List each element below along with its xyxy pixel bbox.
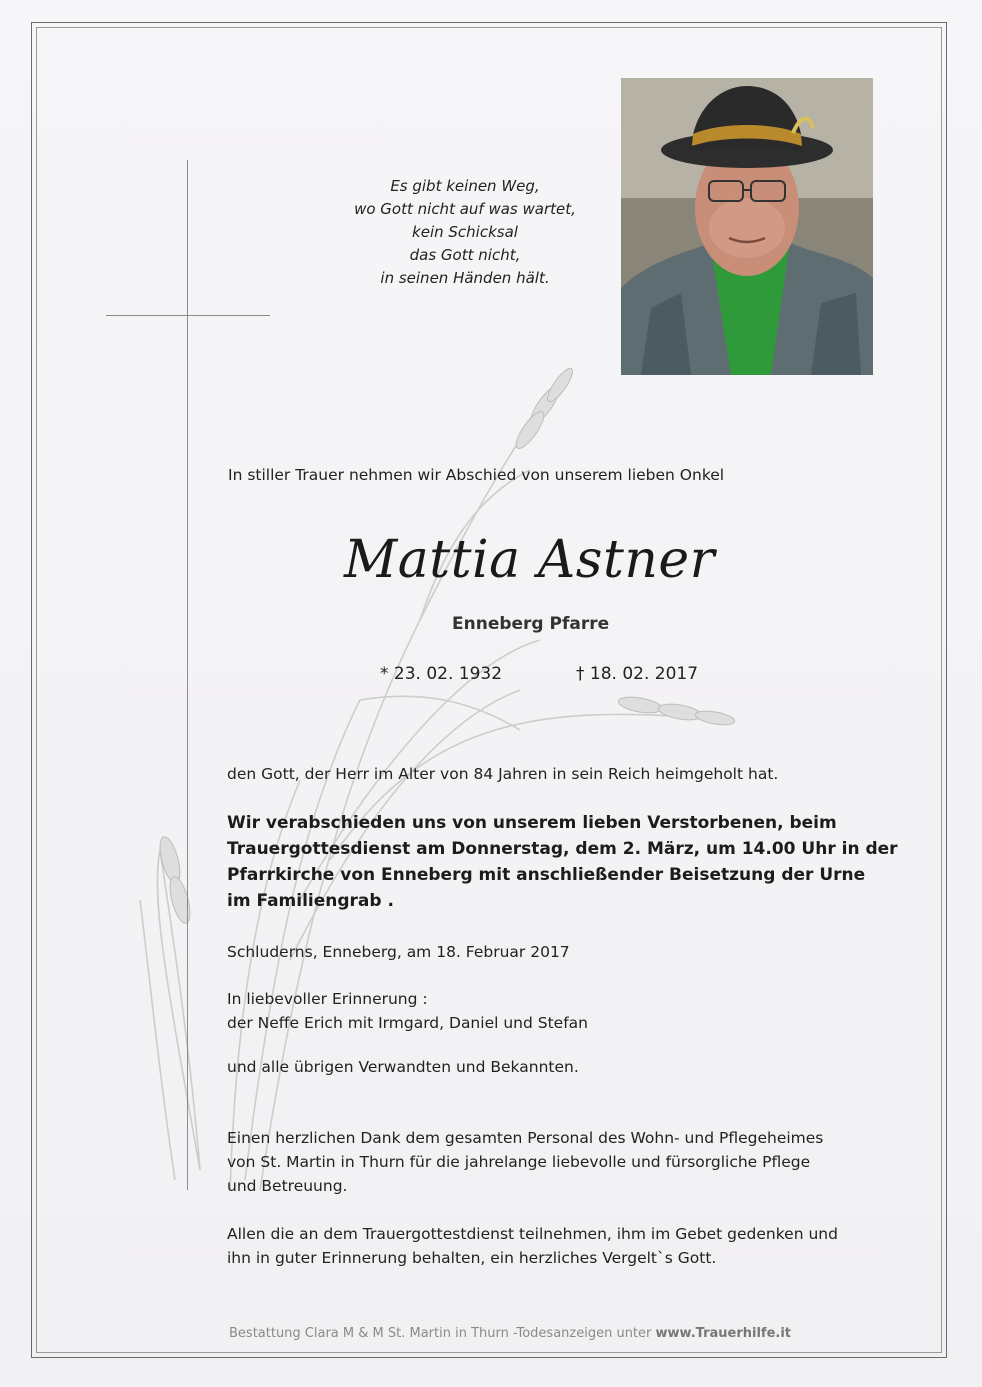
footer (229, 1326, 791, 1341)
date-place-text: Schluderns, Enneberg, am 18. Februar 2017 (227, 943, 570, 961)
deceased-place: Enneberg Pfarre (452, 614, 610, 634)
thanks-line: Einen herzlichen Dank dem gesamten Personal des Wohn- und Pflegeheimes (227, 1129, 824, 1147)
funeral-line: im Familiengrab . (227, 891, 394, 911)
remembrance-block (227, 987, 588, 1035)
funeral-line: Wir verabschieden uns von unserem lieben Verstorbenen, beim (227, 813, 837, 833)
quote-line: das Gott nicht, (409, 246, 521, 264)
quote-line: wo Gott nicht auf was wartet, (354, 200, 576, 218)
thanks-line: von St. Martin in Thurn für die jahrelange liebevolle und fürsorgliche Pflege (227, 1153, 811, 1171)
closing-block (227, 1222, 838, 1270)
statement-text: den Gott, der Herr im Alter von 84 Jahren in sein Reich heimgeholt hat. (227, 765, 779, 783)
thanks-block (227, 1126, 823, 1198)
footer-text: Bestattung Clara M & M St. Martin in Thurn -Todesanzeigen unter (229, 1326, 656, 1341)
birth-date: * 23. 02. 1932 (380, 664, 503, 684)
deceased-name: Mattia Astner (344, 530, 715, 590)
funeral-line: Trauergottesdienst am Donnerstag, dem 2. März, um 14.00 Uhr in der (227, 839, 898, 859)
death-date: † 18. 02. 2017 (576, 664, 699, 684)
relatives-text: und alle übrigen Verwandten und Bekannten. (227, 1058, 579, 1076)
intro-text: In stiller Trauer nehmen wir Abschied von unserem lieben Onkel (228, 466, 725, 484)
closing-line: ihn in guter Erinnerung behalten, ein herzliches Vergelt`s Gott. (227, 1249, 717, 1267)
remembrance-line: der Neffe Erich mit Irmgard, Daniel und Stefan (227, 1014, 588, 1032)
closing-line: Allen die an dem Trauergottestdienst teilnehmen, ihm im Gebet gedenken und (227, 1225, 838, 1243)
portrait-photo (621, 78, 873, 375)
quote-line: in seinen Händen hält. (380, 269, 550, 287)
cross-horizontal (106, 315, 270, 316)
funeral-line: Pfarrkirche von Enneberg mit anschließender Beisetzung der Urne (227, 865, 866, 885)
funeral-details (227, 810, 898, 914)
footer-link[interactable]: www.Trauerhilfe.it (655, 1326, 792, 1341)
thanks-line: und Betreuung. (227, 1177, 348, 1195)
memorial-quote (330, 175, 600, 290)
remembrance-line: In liebevoller Erinnerung : (227, 990, 428, 1008)
quote-line: kein Schicksal (412, 223, 518, 241)
quote-line: Es gibt keinen Weg, (390, 177, 540, 195)
